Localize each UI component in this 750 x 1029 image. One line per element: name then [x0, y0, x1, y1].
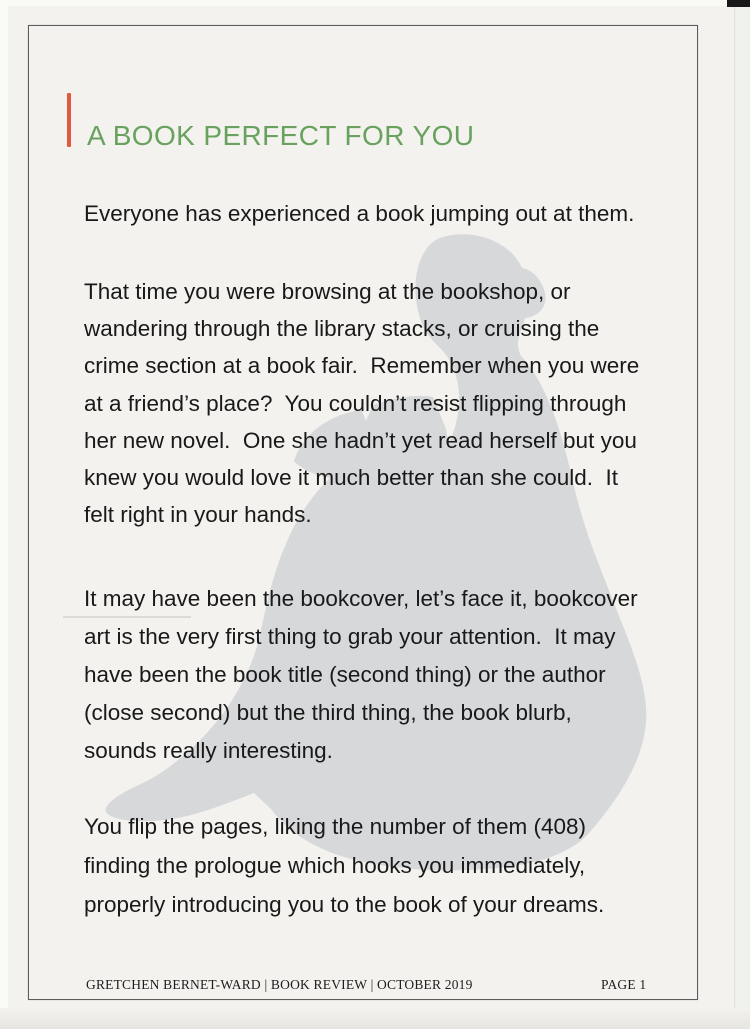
paragraph: [84, 807, 604, 924]
paragraph: [84, 580, 638, 770]
text-line: (close second) but the third thing, the book blurb,: [84, 700, 572, 725]
text-line: have been the book title (second thing) or the author: [84, 662, 606, 687]
text-line: crime section at a book fair. Remember when you were: [84, 353, 640, 379]
text-line: finding the prologue which hooks you immediately,: [84, 853, 586, 878]
text-line: That time you were browsing at the bookshop, or: [84, 279, 571, 304]
text-line: Everyone has experienced a book jumping out at them.: [84, 201, 635, 226]
text-line: It may have been the bookcover, let’s face it, bookcover: [84, 586, 638, 611]
footer-byline: GRETCHEN BERNET-WARD | BOOK REVIEW | OCTOBER 2019: [86, 977, 473, 992]
text-line: felt right in your hands.: [84, 502, 312, 528]
text-line: wandering through the library stacks, or cruising the: [84, 316, 600, 342]
footer-page-number: PAGE 1: [601, 977, 647, 992]
heading-accent-bar: [67, 93, 71, 147]
text-line: sounds really interesting.: [84, 738, 333, 763]
text-line: knew you would love it much better than she could. It: [84, 465, 619, 491]
text-line: her new novel. One she hadn’t yet read herself but you: [84, 427, 637, 453]
text-line: properly introducing you to the book of your dreams.: [84, 892, 605, 917]
text-line: You flip the pages, liking the number of them (408): [84, 814, 586, 839]
document-heading: A BOOK PERFECT FOR YOU: [87, 119, 475, 151]
text-line: art is the very first thing to grab your attention. It may: [84, 624, 616, 649]
paragraph: [84, 195, 634, 233]
paragraph: [84, 273, 639, 533]
text-line: at a friend’s place? You couldn’t resist flipping through: [84, 390, 627, 416]
